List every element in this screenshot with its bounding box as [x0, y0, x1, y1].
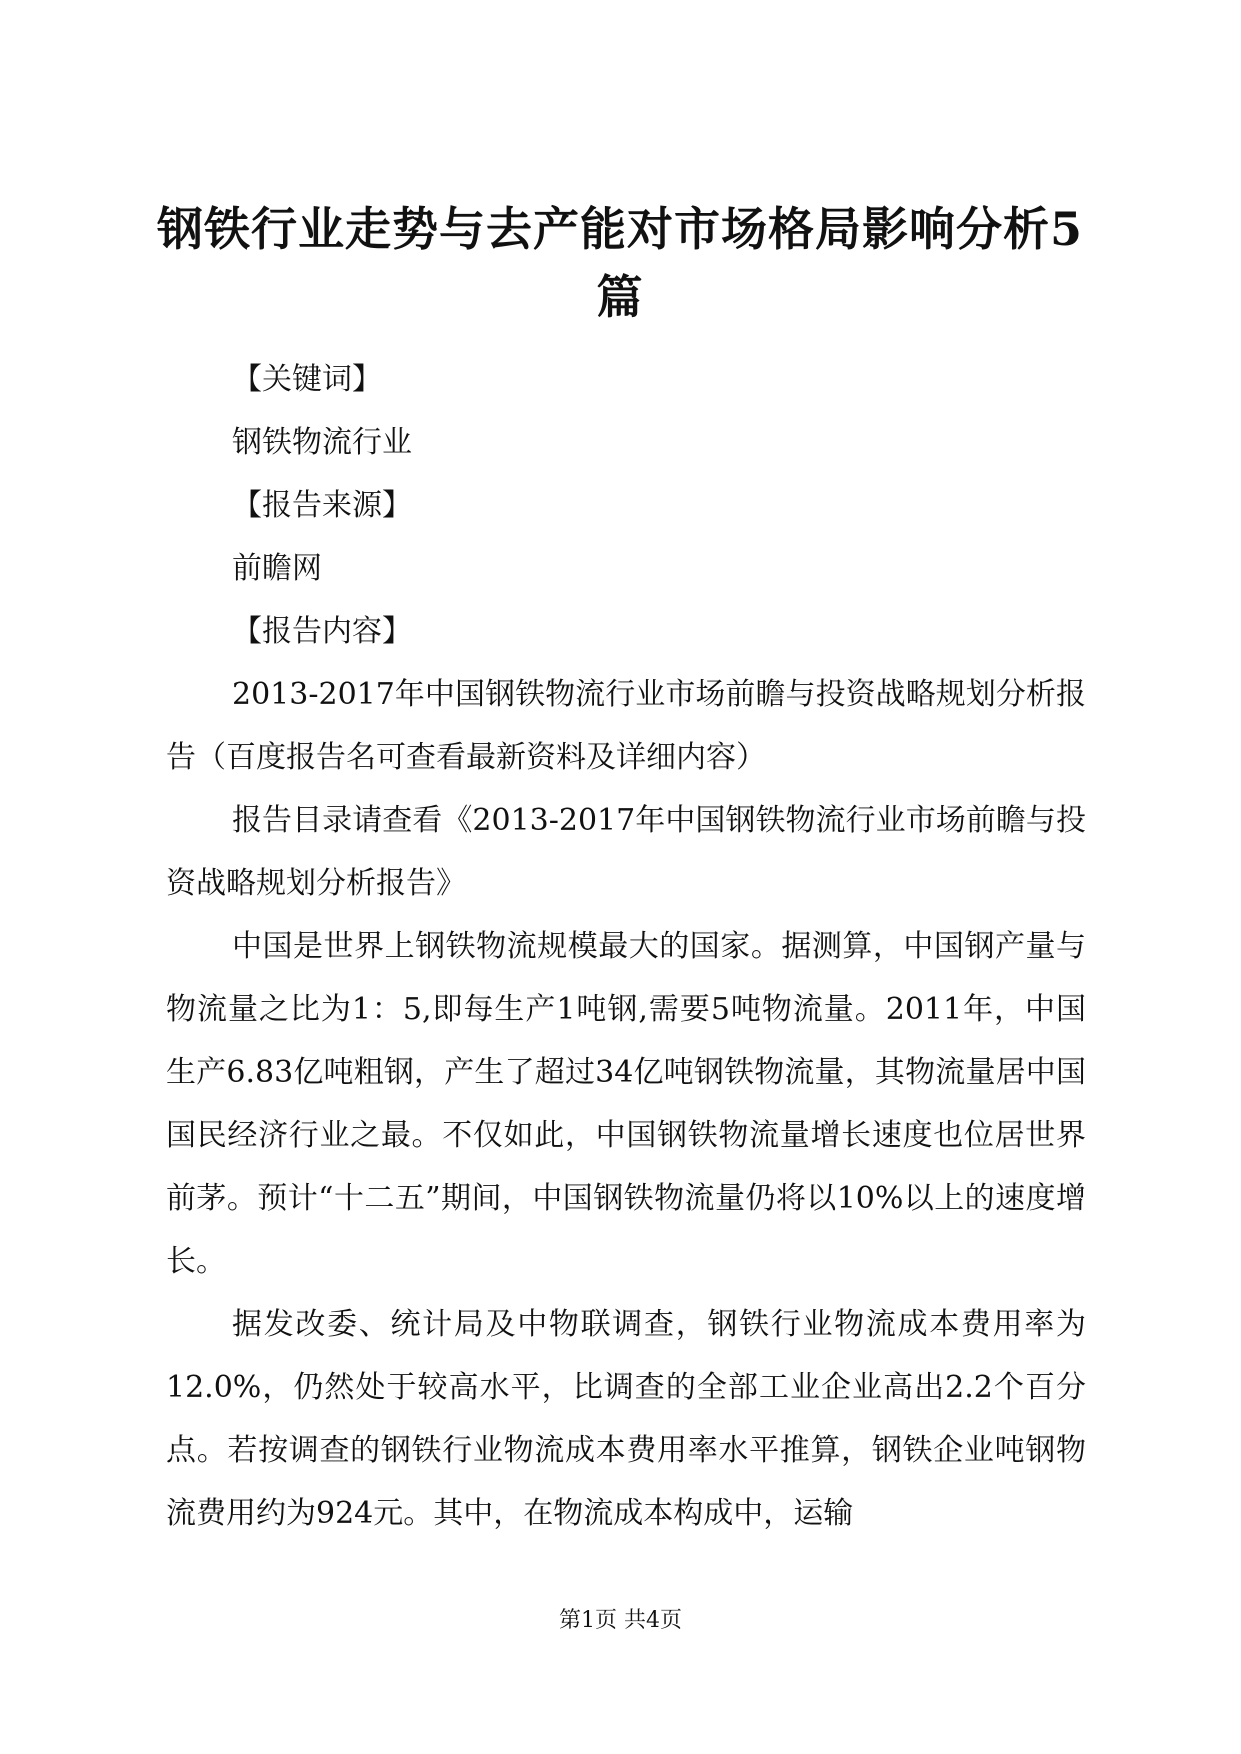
source-value: 前瞻网 [232, 551, 322, 586]
document-title: 钢铁行业走势与去产能对市场格局影响分析5篇 [156, 202, 1083, 324]
content-heading: 【报告内容】 [232, 614, 412, 649]
document-body [166, 348, 1086, 1545]
source-heading: 【报告来源】 [232, 488, 412, 523]
keywords-value: 钢铁物流行业 [232, 425, 412, 460]
logistics-scale-paragraph: 中国是世界上钢铁物流规模最大的国家。据测算，中国钢产量与物流量之比为1：5,即每生产1吨钢,需要5吨物流量。2011年，中国生产6.83亿吨粗钢，产生了超过34亿吨钢铁物流量，其物流量居中国国民经济行业之最。不仅如此，中国钢铁物流量增长速度也位居世界前茅。预计“十二五”期间，中国钢铁物流量仍将以10%以上的速度增长。 [166, 929, 1086, 1279]
logistics-cost-paragraph: 据发改委、统计局及中物联调查，钢铁行业物流成本费用率为12.0%，仍然处于较高水平，比调查的全部工业企业高出2.2个百分点。若按调查的钢铁行业物流成本费用率水平推算，钢铁企业吨钢物流费用约为924元。其中，在物流成本构成中，运输 [166, 1307, 1086, 1531]
report-toc-paragraph: 报告目录请查看《2013-2017年中国钢铁物流行业市场前瞻与投资战略规划分析报告》 [166, 803, 1086, 901]
page-number-footer: 第1页 共4页 [559, 1608, 682, 1633]
keywords-heading: 【关键词】 [232, 362, 382, 397]
report-name-paragraph: 2013-2017年中国钢铁物流行业市场前瞻与投资战略规划分析报告（百度报告名可查看最新资料及详细内容） [166, 677, 1086, 775]
